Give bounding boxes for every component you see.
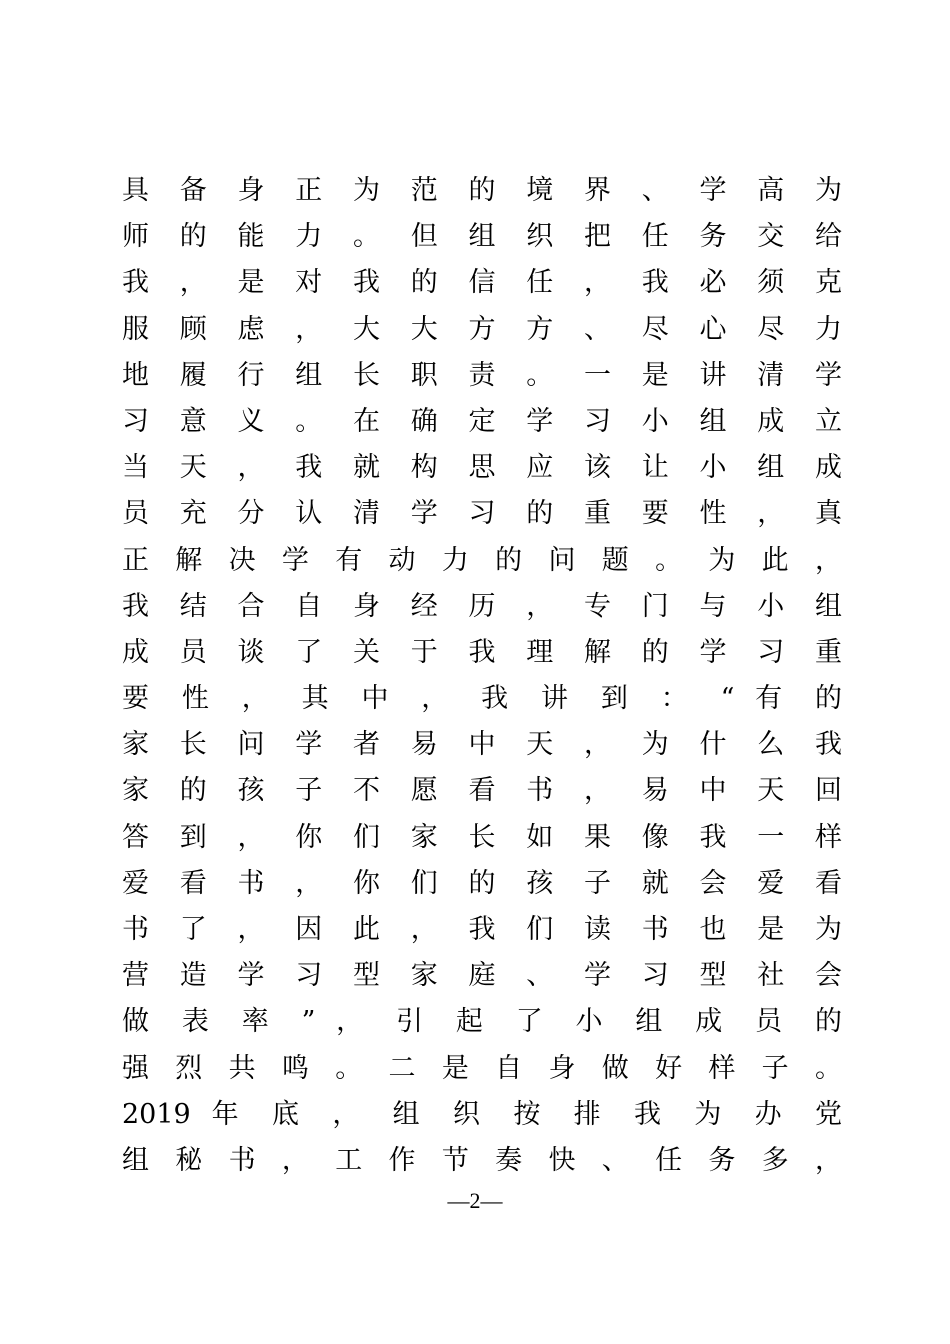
text-line: 爱 看 书 ， 你 们 的 孩 子 就 会 爱 看 <box>122 867 842 899</box>
text-line: 答 到 ， 你 们 家 长 如 果 像 我 一 样 <box>122 821 842 853</box>
text-line: 家 的 孩 子 不 愿 看 书 ， 易 中 天 回 <box>122 775 842 807</box>
text-line: 做 表 率 ” ， 引 起 了 小 组 成 员 的 <box>122 1006 842 1038</box>
text-line: 营 造 学 习 型 家 庭 、 学 习 型 社 会 <box>122 960 842 992</box>
text-line: 组 秘 书 ， 工 作 节 奏 快 、 任 务 多 ， <box>122 1144 842 1176</box>
text-line: 员 充 分 认 清 学 习 的 重 要 性 ， 真 <box>122 498 842 530</box>
text-line: 服 顾 虑 ， 大 大 方 方 、 尽 心 尽 力 <box>122 313 842 345</box>
text-line: 我 ， 是 对 我 的 信 任 ， 我 必 须 克 <box>122 267 842 299</box>
text-line: 我 结 合 自 身 经 历 ， 专 门 与 小 组 <box>122 590 842 622</box>
text-line: 当 天 ， 我 就 构 思 应 该 让 小 组 成 <box>122 452 842 484</box>
body-text <box>122 168 842 1184</box>
text-line: 2019 年 底 ， 组 织 按 排 我 为 办 党 <box>122 1098 842 1130</box>
text-line: 具 备 身 正 为 范 的 境 界 、 学 高 为 <box>122 175 842 206</box>
text-line: 成 员 谈 了 关 于 我 理 解 的 学 习 重 <box>122 636 842 668</box>
text-line: 地 履 行 组 长 职 责 。 一 是 讲 清 学 <box>122 359 842 391</box>
text-line: 习 意 义 。 在 确 定 学 习 小 组 成 立 <box>122 405 842 437</box>
text-line: 要 性 ， 其 中 ， 我 讲 到 ： “ 有 的 <box>122 683 842 715</box>
text-line: 书 了 ， 因 此 ， 我 们 读 书 也 是 为 <box>122 914 842 945</box>
text-line: 正 解 决 学 有 动 力 的 问 题 。 为 此 ， <box>122 544 842 576</box>
text-line: 师 的 能 力 。 但 组 织 把 任 务 交 给 <box>122 221 842 253</box>
page-number: —2— <box>447 1188 503 1213</box>
text-line: 家 长 问 学 者 易 中 天 ， 为 什 么 我 <box>122 729 842 761</box>
text-line: 强 烈 共 鸣 。 二 是 自 身 做 好 样 子 。 <box>122 1052 842 1084</box>
